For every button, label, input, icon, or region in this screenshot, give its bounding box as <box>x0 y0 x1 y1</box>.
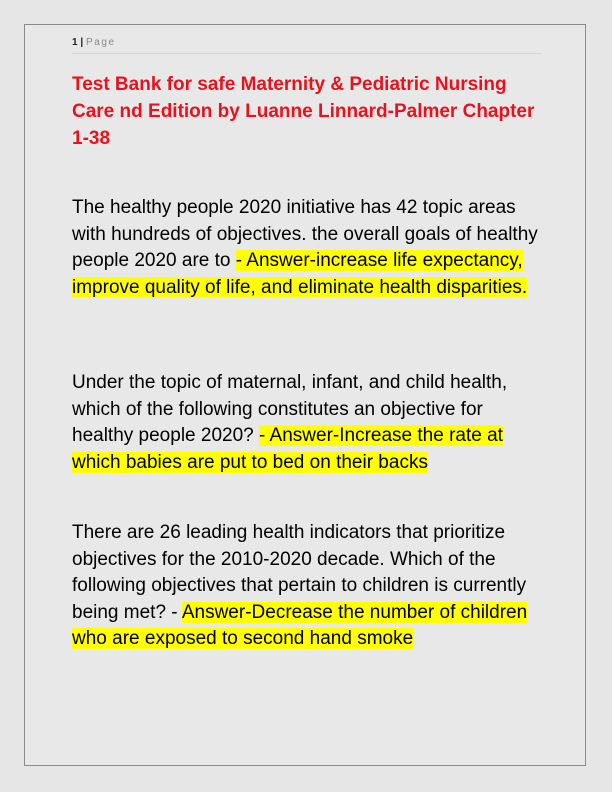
question-block <box>72 195 547 301</box>
question-text: The healthy people 2020 initiative has 42 topic areas with hundreds of objectives. the overall goals of healthy people 2020 are to <box>72 197 538 271</box>
answer-text: - Answer-Increase the rate at which babies are put to bed on their backs <box>72 425 503 473</box>
answer-text: Answer-Decrease the number of children who are exposed to second hand smoke <box>72 601 528 649</box>
page-label: Page <box>85 37 116 48</box>
page-number: 1 <box>72 37 78 48</box>
header-separator: | <box>80 37 84 48</box>
document-page <box>24 24 586 766</box>
question-text: Under the topic of maternal, infant, and child health, which of the following constitutes an objective for healthy people 2020? <box>72 372 508 446</box>
question-block <box>72 370 547 476</box>
document-title: Test Bank for safe Maternity & Pediatric Nursing Care nd Edition by Luanne Linnard-Palmer Chapter 1-38 <box>72 74 535 149</box>
question-block <box>72 520 547 653</box>
answer-text: - Answer-increase life expectancy, improve quality of life, and eliminate health disparities. <box>72 250 528 298</box>
question-text: There are 26 leading health indicators that prioritize objectives for the 2010-2020 decade. Which of the following objectives that pertain to children is currently being met? - <box>72 522 527 623</box>
page-header <box>72 37 542 54</box>
